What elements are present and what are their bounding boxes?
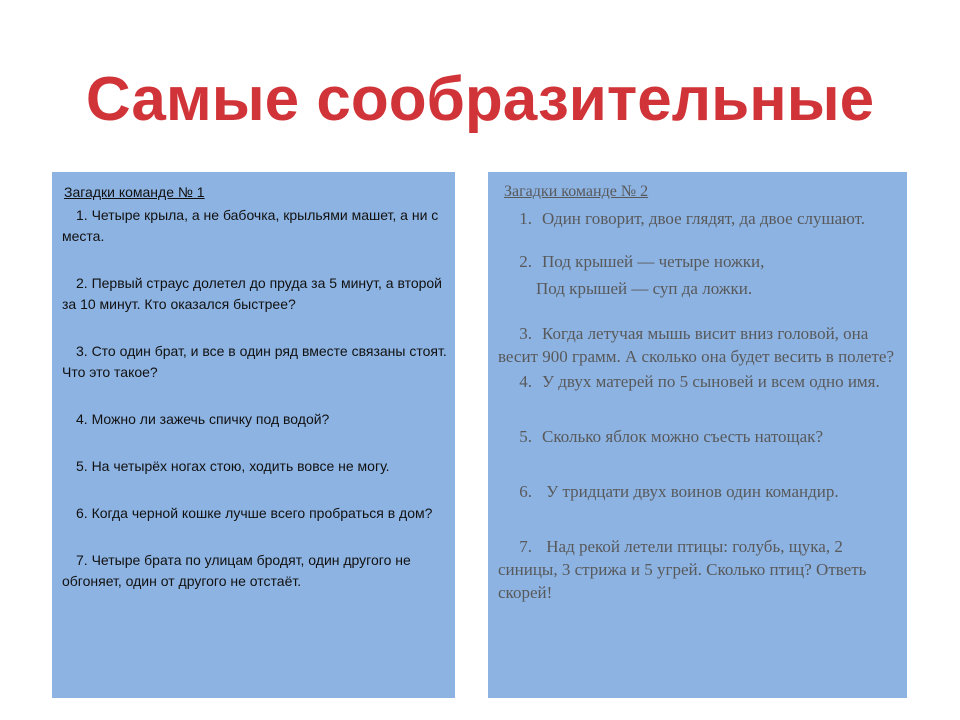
right-riddle-4-number: 4. bbox=[519, 372, 532, 391]
right-riddle-2-continuation: Под крышей — суп да ложки. bbox=[536, 279, 753, 298]
right-riddle-panel bbox=[488, 172, 907, 698]
right-riddle-1 bbox=[498, 207, 901, 230]
right-riddle-3-number: 3. bbox=[519, 324, 532, 343]
right-riddle-5-text: Сколько яблок можно съесть натощак? bbox=[542, 427, 823, 446]
left-riddle-7: 7. Четыре брата по улицам бродят, один другого не обгоняет, один от другого не отстаёт. bbox=[62, 552, 411, 589]
left-riddle-5: 5. На четырёх ногах стою, ходить вовсе не могу. bbox=[76, 458, 390, 474]
right-riddle-1-number: 1. bbox=[519, 209, 532, 228]
right-riddle-6-text: У тридцати двух воинов один командир. bbox=[542, 482, 839, 501]
left-heading: Загадки команде № 1 bbox=[64, 184, 205, 200]
right-heading: Загадки команде № 2 bbox=[504, 183, 649, 200]
right-riddle-4 bbox=[498, 370, 901, 393]
left-riddle-2: 2. Первый страус долетел до пруда за 5 минут, а второй за 10 минут. Кто оказался быстрее? bbox=[62, 275, 443, 312]
right-riddle-5-number: 5. bbox=[519, 427, 532, 446]
right-riddle-3-text: Когда летучая мышь висит вниз головой, она весит 900 грамм. А сколько она будет весить в полете? bbox=[498, 324, 894, 366]
right-riddle-4-text: У двух матерей по 5 сыновей и всем одно имя. bbox=[542, 372, 880, 391]
right-riddle-3 bbox=[498, 322, 901, 368]
right-riddle-2-text: Под крышей — четыре ножки, bbox=[542, 252, 765, 271]
left-riddle-4: 4. Можно ли зажечь спичку под водой? bbox=[76, 411, 330, 427]
right-riddle-7-text: Над рекой летели птицы: голубь, щука, 2 синицы, 3 стрижа и 5 угрей. Сколько птиц? Ответь скорей! bbox=[498, 537, 867, 602]
right-riddle-text bbox=[498, 180, 901, 604]
right-riddle-7-number: 7. bbox=[519, 537, 532, 556]
right-riddle-2-number: 2. bbox=[519, 252, 532, 271]
right-riddle-7 bbox=[498, 535, 901, 604]
right-riddle-1-text: Один говорит, двое глядят, да двое слушают. bbox=[542, 209, 865, 228]
right-riddle-2 bbox=[498, 250, 901, 273]
right-riddle-6 bbox=[498, 480, 901, 503]
left-riddle-3: 3. Сто один брат, и все в один ряд вместе связаны стоят. Что это такое? bbox=[62, 343, 447, 380]
page-title: Самые сообразительные bbox=[85, 65, 875, 134]
right-riddle-6-number: 6. bbox=[519, 482, 532, 501]
right-riddle-5 bbox=[498, 425, 901, 448]
left-riddle-1: 1. Четыре крыла, а не бабочка, крыльями машет, а ни с места. bbox=[62, 207, 439, 244]
left-riddle-6: 6. Когда черной кошке лучше всего пробраться в дом? bbox=[76, 505, 433, 521]
left-riddle-panel bbox=[52, 172, 455, 698]
left-riddle-text bbox=[62, 182, 447, 592]
